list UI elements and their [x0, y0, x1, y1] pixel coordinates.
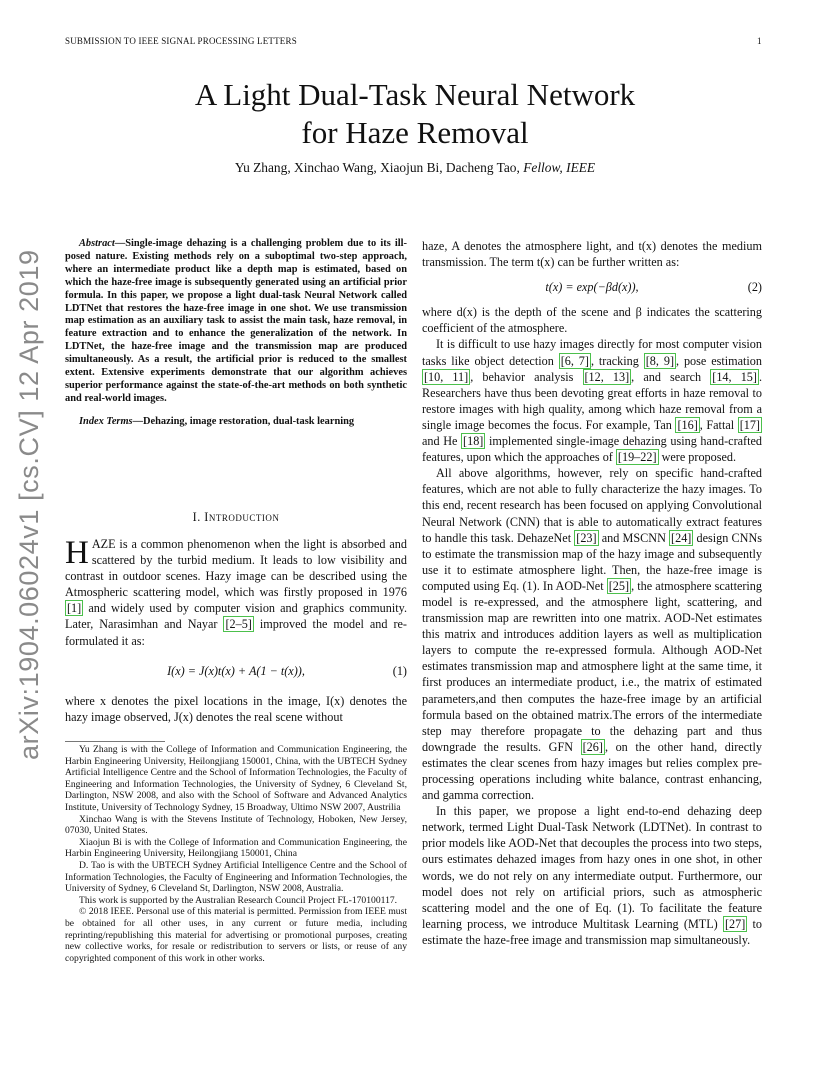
author-names: Yu Zhang, Xinchao Wang, Xiaojun Bi, Dacheng Tao, — [234, 160, 520, 175]
right-paragraph-4 — [422, 803, 762, 948]
citation-link[interactable]: [2–5] — [225, 617, 252, 632]
intro-text: and widely used by computer vision and graphics community. Later, Narasimhan and Nayar — [65, 601, 407, 632]
body-text: , the atmosphere scattering model is re-expressed, and the atmosphere light, scattering, and transmission map are rewritten into one matrix. AOD-Net estimates this matrix and introduces addition layers as well as multiplication layers to compute the re-expressed formula. Although AOD-Net estimates transmission map and atmosphere light at the same time, it first produces an intermediate product, i.e., the matrix of estimated parameters,and then computes the haze-free image by an artificial formula based on the obtained matrix.The errors of the intermediate step may therefore propagate to the dehazing part and thus downgrade the results. GFN — [422, 578, 762, 754]
right-paragraph-2 — [422, 336, 762, 465]
citation-link[interactable]: [12, 13] — [584, 369, 630, 384]
equation-number: (2) — [747, 280, 762, 295]
body-text: and He — [422, 434, 462, 449]
running-header: SUBMISSION TO IEEE SIGNAL PROCESSING LETTERS — [65, 36, 297, 46]
page-number: 1 — [757, 36, 762, 46]
citation-link[interactable]: [23] — [576, 530, 597, 545]
body-text: All above algorithms, however, rely on specific hand-crafted features, which are not able to fully characterize the hazy images. To this end, recent research has been focused on applying Convolutional Neural Network (CNN) that is able to automatically extract features to handle this task. DehazeNet — [422, 466, 762, 545]
equation-text: t(x) = exp(−βd(x)), — [545, 280, 639, 295]
index-terms-text: —Dehazing, image restoration, dual-task learning — [132, 415, 355, 427]
citation-link[interactable]: [27] — [724, 916, 746, 931]
citation-link[interactable]: [10, 11] — [424, 369, 469, 384]
footnotes — [65, 744, 407, 964]
right-paragraph-3 — [422, 465, 762, 803]
author-list — [65, 160, 765, 176]
abstract-block — [65, 238, 407, 429]
citation-link[interactable]: [18] — [463, 434, 484, 449]
arxiv-identifier: arXiv:1904.06024v1 [cs.CV] 12 Apr 2019 — [14, 249, 44, 760]
index-terms-label: Index Terms — [79, 415, 133, 427]
footnote: D. Tao is with the UBTECH Sydney Artificial Intelligence Centre and the School of Information Technologies, the Faculty of Engineering and Information Technologies, the University of Sydney, 6 Cleveland St, Darlington, NSW 2008, Australia. — [65, 859, 407, 895]
citation-link[interactable]: [6, 7] — [560, 353, 589, 368]
body-text: , tracking — [590, 353, 644, 368]
footnote: Xinchao Wang is with the Stevens Institute of Technology, Hoboken, New Jersey, 07030, United States. — [65, 813, 407, 837]
body-text: , Fattal — [699, 417, 738, 432]
equation-2 — [422, 279, 762, 295]
index-terms — [65, 416, 407, 429]
intro-paragraph-2: where x denotes the pixel locations in the image, I(x) denotes the hazy image observed, J(x) denotes the real scene without — [65, 693, 407, 724]
citation-link[interactable]: [19–22] — [617, 450, 657, 465]
citation-link[interactable]: [16] — [677, 417, 698, 432]
body-text: were proposed. — [658, 450, 737, 465]
body-text: and MSCNN — [598, 530, 670, 545]
right-column — [422, 238, 762, 948]
body-text: . Researchers have thus been devoting great efforts in haze removal to restore images with high quality, among which haze removal from a single image becomes the focus. For example, Tan — [422, 369, 762, 432]
citation-link[interactable]: [14, 15] — [712, 369, 757, 384]
citation-link[interactable]: [8, 9] — [645, 353, 675, 368]
intro-text: improved the model and re-formulated it as: — [65, 617, 407, 648]
intro-text: AZE is a common phenomenon when the light is absorbed and scattered by the turbid medium. It leads to low visibility and contrast in outdoor scenes. Hazy image can be described using the Atmospheric scattering model, which was firstly proposed in 1976 — [65, 537, 407, 600]
body-text: It is difficult to use hazy images directly for most computer vision tasks like object detection — [422, 337, 762, 368]
footnote: Xiaojun Bi is with the College of Information and Communication Engineering, the Harbin Engineering University, Heilongjiang 150001, China — [65, 836, 407, 860]
body-text: to estimate the haze-free image and transmission map simultaneously. — [422, 916, 762, 947]
right-paragraph-1: where d(x) is the depth of the scene and β indicates the scattering coefficient of the atmosphere. — [422, 305, 762, 336]
abstract-text: —Single-image dehazing is a challenging problem due to its ill-posed nature. Existing methods rely on a suboptimal two-step approach, where an intermediate product like a depth map is estimated, based on which the haze-free image is subsequently generated using an artificial prior formula. In this paper, we propose a light dual-task Neural Network called LDTNet that restores the haze-free image in one shot. We use transmission map estimation as an auxiliary task to assist the main task, haze removal, in feature extraction and to enhance the generalization of the network. In LDTNet, the haze-free image and the transmission map are produced simultaneously. As a result, the artificial prior is reduced to the smallest extent. Extensive experiments demonstrate that our algorithm achieves superior performance against the state-of-the-art methods on both synthetic and real-world images. — [65, 238, 407, 404]
abstract — [65, 238, 407, 406]
body-text: In this paper, we propose a light end-to-end dehazing deep network, termed Light Dual-Task Network (LDTNet). In contrast to prior models like AOD-Net that decouples the process into two steps, ours estimates dehazed images from hazy ones in one shot, in other words, we do not rely on any intermediate output. Furthermore, our model does not rely on artificial priors, such as atmospheric scattering model and the one of Eq. (1). To facilitate the feature learning process, we introduce Multitask Learning (MTL) — [422, 804, 762, 931]
intro-paragraph-1 — [65, 536, 407, 649]
body-text: implemented single-image dehazing using hand-crafted features, upon which the approaches of — [422, 434, 762, 465]
drop-cap: H — [65, 535, 89, 571]
introduction-body — [65, 536, 407, 725]
footnote-rule — [65, 741, 165, 742]
citation-link[interactable]: [24] — [671, 530, 692, 545]
section-number: I. — [192, 510, 201, 524]
paper-title — [65, 76, 765, 152]
citation-link[interactable]: [17] — [739, 417, 760, 432]
section-title: Introduction — [204, 510, 280, 524]
equation-text: I(x) = J(x)t(x) + A(1 − t(x)), — [167, 663, 305, 678]
footnote: © 2018 IEEE. Personal use of this material is permitted. Permission from IEEE must be obtained for all other uses, in any current or future media, including reprinting/republishing this material for advertising or promotional purposes, creating new collective works, for resale or redistribution to servers or lists, or reuse of any copyrighted component of this work in other works. — [65, 906, 407, 964]
citation-link[interactable]: [1] — [67, 601, 82, 616]
citation-link[interactable]: [26] — [582, 739, 603, 754]
body-text: design CNNs to estimate the transmission map of the hazy image and subsequently use it to estimate atmosphere light. Then, the haze-free image is computed using Eq. (1). In AOD-Net — [422, 530, 763, 593]
citation-link[interactable]: [25] — [608, 578, 630, 593]
footnote: Yu Zhang is with the College of Information and Communication Engineering, the Harbin Engineering University, Heilongjiang 150001, China, with the UBTECH Sydney Artificial Intelligence Centre and the School of Information Technologies, the Faculty of Engineering and Information Technologies, the University of Sydney, 6 Cleveland St, Darlington, NSW 2008, and also with the School of Software and Advanced Analytics Institute, University of Technology Sydney, 15 Broadway, Ultimo NSW 2007, Austrilia — [65, 744, 407, 813]
footnote: This work is supported by the Australian Research Council Project FL-170100117. — [79, 894, 398, 906]
body-text: , and search — [631, 369, 711, 384]
right-paragraph-0: haze, A denotes the atmosphere light, and t(x) denotes the medium transmission. The term t(x) can be further written as: — [422, 239, 762, 270]
title-line-1: A Light Dual-Task Neural Network — [194, 77, 636, 112]
body-text: , behavior analysis — [470, 369, 583, 384]
body-text: , pose estimation — [676, 353, 762, 368]
abstract-label: Abstract — [79, 238, 115, 249]
section-heading — [65, 510, 407, 525]
body-text: , on the other hand, directly estimates the clear scenes from hazy images but relies complex pre-processing operations including white balance, contrast enhancing, and gamma correction. — [422, 739, 762, 803]
equation-1 — [65, 663, 407, 679]
title-line-2: for Haze Removal — [301, 115, 529, 150]
equation-number: (1) — [392, 663, 407, 678]
author-fellow: Fellow, IEEE — [523, 160, 596, 175]
